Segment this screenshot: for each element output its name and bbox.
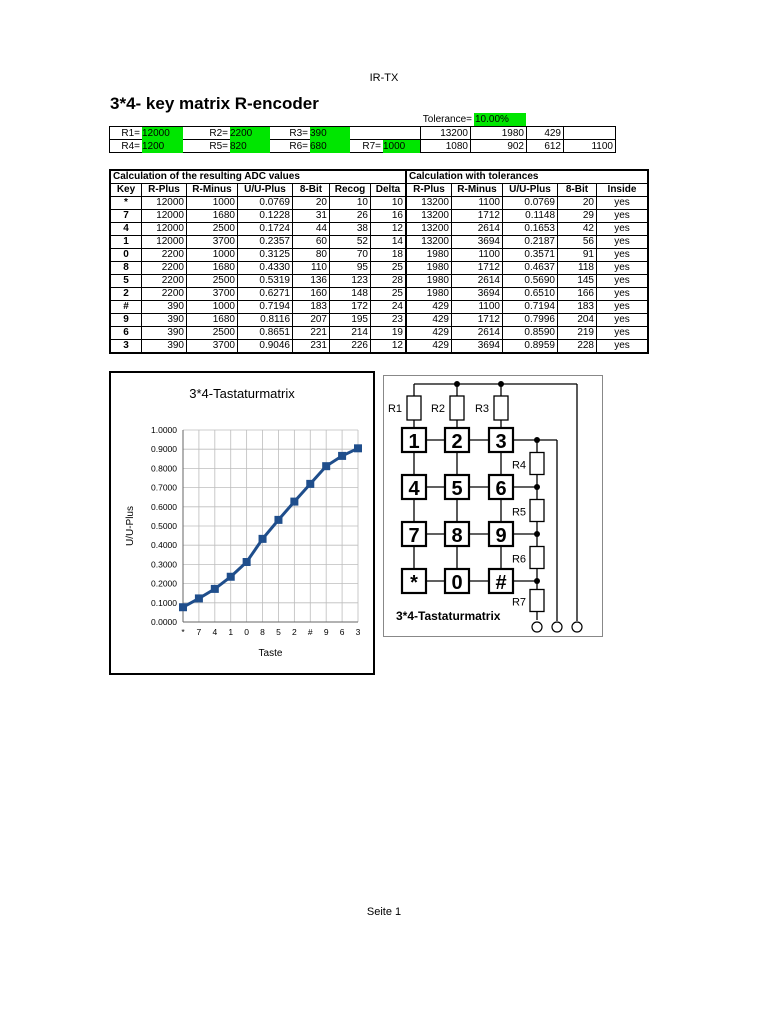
value-cell: 60 (293, 236, 330, 249)
value-cell: 1000 (187, 249, 238, 262)
key-label: 7 (408, 525, 420, 547)
value-cell: 1980 (406, 262, 452, 275)
value-cell: 145 (558, 275, 597, 288)
value-cell: 13200 (406, 236, 452, 249)
value-cell: 0.2357 (238, 236, 293, 249)
key-label: 6 (495, 478, 507, 500)
terminal (532, 622, 542, 632)
page-header: IR-TX (369, 72, 399, 84)
value-cell: 0.3125 (238, 249, 293, 262)
value-cell: 19 (371, 327, 407, 340)
resistor-label: R7 (511, 596, 526, 609)
x-tick-label: 1 (228, 627, 234, 637)
terminal (572, 622, 582, 632)
value-cell: yes (597, 288, 649, 301)
r7-label: R7= (362, 141, 381, 152)
table-row (110, 262, 648, 275)
key-cell: 3 (110, 340, 142, 354)
key-cell: * (110, 197, 142, 210)
value-cell: 52 (330, 236, 371, 249)
value-cell: 183 (558, 301, 597, 314)
value-cell: 0.0769 (238, 197, 293, 210)
key-label: # (495, 572, 507, 594)
value-cell: 3694 (452, 236, 503, 249)
circuit-diagram (383, 375, 603, 637)
tol-r-minus-4: 1100 (591, 141, 613, 152)
value-cell: 1712 (452, 314, 503, 327)
y-tick-label: 0.4000 (151, 540, 177, 551)
value-cell: 110 (293, 262, 330, 275)
table-row (110, 275, 648, 288)
value-cell: 26 (330, 210, 371, 223)
value-cell: 1980 (406, 249, 452, 262)
section-left-title: Calculation of the resulting ADC values (110, 170, 406, 184)
value-cell: 0.1653 (503, 223, 558, 236)
y-tick-label: 0.1000 (151, 597, 177, 608)
table-body (110, 197, 648, 354)
key-cell: 4 (110, 223, 142, 236)
value-cell: 390 (142, 301, 187, 314)
value-cell: 0.5319 (238, 275, 293, 288)
x-tick-label: 2 (291, 627, 297, 637)
y-tick-label: 0.2000 (151, 578, 177, 589)
value-cell: 0.2187 (503, 236, 558, 249)
key-label: 2 (451, 431, 463, 453)
value-cell: 0.4330 (238, 262, 293, 275)
key-cell: 8 (110, 262, 142, 275)
value-cell: 1000 (187, 301, 238, 314)
data-point (306, 480, 314, 488)
value-cell: 1100 (452, 301, 503, 314)
value-cell: 29 (558, 210, 597, 223)
key-label: 8 (451, 525, 463, 547)
r7-value[interactable]: 1000 (383, 140, 420, 153)
resistor-label: R3 (474, 403, 489, 415)
r4-label: R4= (121, 141, 140, 152)
column-header: R-Plus (142, 184, 187, 197)
circuit-svg (384, 376, 602, 636)
table-row (110, 340, 648, 354)
y-tick-label: 0.9000 (151, 444, 177, 455)
column-header: U/U-Plus (503, 184, 558, 197)
key-label: 1 (408, 431, 420, 453)
y-axis-label: U/U-Plus (125, 505, 136, 547)
column-header: Delta (371, 184, 407, 197)
value-cell: 20 (558, 197, 597, 210)
column-header: U/U-Plus (238, 184, 293, 197)
value-cell: 1680 (187, 262, 238, 275)
key-cell: 6 (110, 327, 142, 340)
value-cell: 0.8959 (503, 340, 558, 354)
x-tick-label: 9 (323, 627, 329, 637)
value-cell: 0.8590 (503, 327, 558, 340)
tolerance-value[interactable]: 10.00% (474, 113, 526, 126)
value-cell: 0.6510 (503, 288, 558, 301)
y-tick-label: 1.0000 (151, 425, 177, 435)
value-cell: 2200 (142, 249, 187, 262)
resistor-label: R2 (430, 403, 445, 415)
table-row (110, 210, 648, 223)
value-cell: 0.9046 (238, 340, 293, 354)
value-cell: yes (597, 249, 649, 262)
resistor-label: R4 (511, 459, 526, 472)
data-point (259, 535, 267, 543)
key-cell: 0 (110, 249, 142, 262)
value-cell: 0.4637 (503, 262, 558, 275)
y-tick-label: 0.3000 (151, 559, 177, 570)
value-cell: 38 (330, 223, 371, 236)
table-row (110, 314, 648, 327)
value-cell: yes (597, 223, 649, 236)
value-cell: 0.5690 (503, 275, 558, 288)
key-label: 5 (451, 478, 463, 500)
value-cell: 183 (293, 301, 330, 314)
column-header: Inside (597, 184, 649, 197)
value-cell: 0.1228 (238, 210, 293, 223)
key-cell: 9 (110, 314, 142, 327)
tol-r-minus-3: 612 (526, 140, 564, 153)
value-cell: 172 (330, 301, 371, 314)
key-label: 4 (408, 478, 420, 500)
value-cell: yes (597, 275, 649, 288)
key-cell: 2 (110, 288, 142, 301)
x-tick-label: 3 (355, 627, 361, 637)
page-footer: Seite 1 (366, 906, 402, 918)
key-label: 0 (451, 572, 463, 594)
column-header: Key (110, 184, 142, 197)
value-cell: 12 (371, 340, 407, 354)
value-cell: yes (597, 236, 649, 249)
value-cell: 12 (371, 223, 407, 236)
value-cell: yes (597, 262, 649, 275)
value-cell: yes (597, 301, 649, 314)
value-cell: 28 (371, 275, 407, 288)
table-row (110, 197, 648, 210)
value-cell: 2200 (142, 288, 187, 301)
value-cell: 31 (293, 210, 330, 223)
value-cell: 390 (142, 314, 187, 327)
value-cell: 70 (330, 249, 371, 262)
key-cell: 5 (110, 275, 142, 288)
value-cell: 13200 (406, 197, 452, 210)
table-row (110, 223, 648, 236)
value-cell: 91 (558, 249, 597, 262)
value-cell: 56 (558, 236, 597, 249)
terminal (552, 622, 562, 632)
value-cell: 1100 (452, 197, 503, 210)
value-cell: 2500 (187, 327, 238, 340)
table-row (110, 288, 648, 301)
r6-label: R6= (289, 141, 308, 152)
adc-table (109, 169, 649, 354)
key-label: 3 (495, 431, 507, 453)
table-row (110, 236, 648, 249)
resistor-R2 (450, 396, 464, 420)
value-cell: 13200 (406, 223, 452, 236)
value-cell: 2500 (187, 223, 238, 236)
tol-r-minus-1: 1080 (420, 140, 470, 153)
data-point (338, 452, 346, 460)
key-cell: 7 (110, 210, 142, 223)
column-header: 8-Bit (293, 184, 330, 197)
value-cell: 0.8651 (238, 327, 293, 340)
value-cell: 13200 (406, 210, 452, 223)
resistor-R5 (530, 500, 544, 522)
x-tick-label: 0 (244, 627, 250, 637)
r1-value[interactable]: 12000 (142, 127, 183, 140)
x-tick-label: 7 (196, 627, 202, 637)
value-cell: 221 (293, 327, 330, 340)
value-cell: 1712 (452, 262, 503, 275)
data-point (274, 516, 282, 524)
chart-title: 3*4-Tastaturmatrix (189, 386, 295, 401)
r4-value[interactable]: 1200 (142, 140, 183, 153)
key-label: 9 (495, 525, 507, 547)
y-tick-label: 0.8000 (151, 463, 177, 474)
value-cell: 0.1724 (238, 223, 293, 236)
key-cell: # (110, 301, 142, 314)
value-cell: 3694 (452, 288, 503, 301)
value-cell: 10 (330, 197, 371, 210)
value-cell: 219 (558, 327, 597, 340)
value-cell: 10 (371, 197, 407, 210)
value-cell: 1980 (406, 288, 452, 301)
resistor-R3 (494, 396, 508, 420)
value-cell: 136 (293, 275, 330, 288)
resistor-label: R1 (387, 403, 402, 415)
value-cell: 207 (293, 314, 330, 327)
value-cell: 3700 (187, 288, 238, 301)
value-cell: 390 (142, 327, 187, 340)
data-point (227, 573, 235, 581)
r3-label: R3= (289, 128, 308, 139)
value-cell: 429 (406, 314, 452, 327)
y-tick-label: 0.0000 (151, 617, 177, 627)
table-row (110, 327, 648, 340)
r2-label: R2= (209, 128, 228, 139)
y-tick-label: 0.5000 (151, 521, 177, 531)
value-cell: 12000 (142, 197, 187, 210)
value-cell: 2614 (452, 275, 503, 288)
value-cell: 12000 (142, 210, 187, 223)
value-cell: 226 (330, 340, 371, 354)
value-cell: 80 (293, 249, 330, 262)
value-cell: 166 (558, 288, 597, 301)
value-cell: 231 (293, 340, 330, 354)
value-cell: 123 (330, 275, 371, 288)
value-cell: 429 (406, 327, 452, 340)
section-right-title: Calculation with tolerances (406, 170, 648, 184)
value-cell: 3700 (187, 236, 238, 249)
value-cell: 44 (293, 223, 330, 236)
r6-value[interactable]: 680 (310, 140, 350, 153)
key-label: * (410, 572, 418, 594)
value-cell: 0.0769 (503, 197, 558, 210)
tol-r-minus-2: 902 (470, 140, 526, 153)
value-cell: 1000 (187, 197, 238, 210)
value-cell: 214 (330, 327, 371, 340)
x-tick-label: 8 (260, 627, 265, 637)
value-cell: yes (597, 327, 649, 340)
x-axis-label: Taste (258, 648, 283, 659)
r5-value[interactable]: 820 (230, 140, 270, 153)
y-tick-label: 0.7000 (151, 482, 177, 493)
column-header: R-Minus (187, 184, 238, 197)
tol-r-plus-2: 1980 (470, 127, 526, 140)
tol-r-plus-3: 429 (526, 127, 564, 140)
value-cell: 1980 (406, 275, 452, 288)
value-cell: 12000 (142, 223, 187, 236)
value-cell: yes (597, 340, 649, 354)
value-cell: 0.7194 (503, 301, 558, 314)
value-cell: 14 (371, 236, 407, 249)
resistor-R6 (530, 547, 544, 569)
value-cell: 1100 (452, 249, 503, 262)
table-header-row (110, 184, 648, 197)
data-point (290, 498, 298, 506)
value-cell: 0.7996 (503, 314, 558, 327)
resistor-label: R5 (511, 506, 526, 519)
value-cell: 24 (371, 301, 407, 314)
x-tick-label: # (307, 627, 313, 637)
value-cell: 12000 (142, 236, 187, 249)
diagram-caption: 3*4-Tastaturmatrix (396, 609, 501, 623)
value-cell: yes (597, 314, 649, 327)
tolerance-label: Tolerance= (422, 114, 472, 125)
value-cell: 18 (371, 249, 407, 262)
r5-label: R5= (209, 141, 228, 152)
value-cell: 20 (293, 197, 330, 210)
value-cell: 195 (330, 314, 371, 327)
value-cell: 0.1148 (503, 210, 558, 223)
value-cell: 2614 (452, 327, 503, 340)
value-cell: 429 (406, 301, 452, 314)
data-point (179, 603, 187, 611)
value-cell: yes (597, 197, 649, 210)
r2-value[interactable]: 2200 (230, 127, 270, 140)
column-header: 8-Bit (558, 184, 597, 197)
value-cell: 95 (330, 262, 371, 275)
table-row (110, 301, 648, 314)
value-cell: 23 (371, 314, 407, 327)
chart-panel (109, 371, 375, 675)
x-tick-label: 5 (276, 627, 281, 637)
column-header: R-Plus (406, 184, 452, 197)
page-title: 3*4- key matrix R-encoder (110, 94, 319, 113)
value-cell: 204 (558, 314, 597, 327)
value-cell: 25 (371, 262, 407, 275)
y-tick-label: 0.6000 (151, 501, 177, 512)
value-cell: 25 (371, 288, 407, 301)
value-cell: 0.3571 (503, 249, 558, 262)
x-tick-label: * (181, 627, 185, 637)
column-header: Recog (330, 184, 371, 197)
value-cell: 3700 (187, 340, 238, 354)
value-cell: 16 (371, 210, 407, 223)
line-chart (111, 373, 373, 673)
data-point (211, 585, 219, 593)
value-cell: 0.7194 (238, 301, 293, 314)
data-point (195, 594, 203, 602)
value-cell: 0.6271 (238, 288, 293, 301)
value-cell: 228 (558, 340, 597, 354)
value-cell: 2614 (452, 223, 503, 236)
resistor-R1 (407, 396, 421, 420)
value-cell: 42 (558, 223, 597, 236)
x-tick-label: 6 (339, 627, 345, 637)
table-row (110, 249, 648, 262)
column-header: R-Minus (452, 184, 503, 197)
x-tick-label: 4 (212, 627, 218, 637)
data-point (243, 558, 251, 566)
value-cell: 3694 (452, 340, 503, 354)
key-cell: 1 (110, 236, 142, 249)
value-cell: 1680 (187, 210, 238, 223)
value-cell: 2500 (187, 275, 238, 288)
r1-label: R1= (121, 128, 140, 139)
value-cell: 429 (406, 340, 452, 354)
value-cell: 160 (293, 288, 330, 301)
tol-r-plus-1: 13200 (420, 127, 470, 140)
value-cell: 2200 (142, 262, 187, 275)
value-cell: 1680 (187, 314, 238, 327)
value-cell: 118 (558, 262, 597, 275)
data-point (322, 462, 330, 470)
r3-value[interactable]: 390 (310, 127, 350, 140)
value-cell: 390 (142, 340, 187, 354)
value-cell: yes (597, 210, 649, 223)
value-cell: 2200 (142, 275, 187, 288)
resistor-R7 (530, 590, 544, 612)
resistor-label: R6 (511, 553, 526, 566)
value-cell: 148 (330, 288, 371, 301)
value-cell: 0.8116 (238, 314, 293, 327)
data-point (354, 444, 362, 452)
value-cell: 1712 (452, 210, 503, 223)
resistor-R4 (530, 453, 544, 475)
